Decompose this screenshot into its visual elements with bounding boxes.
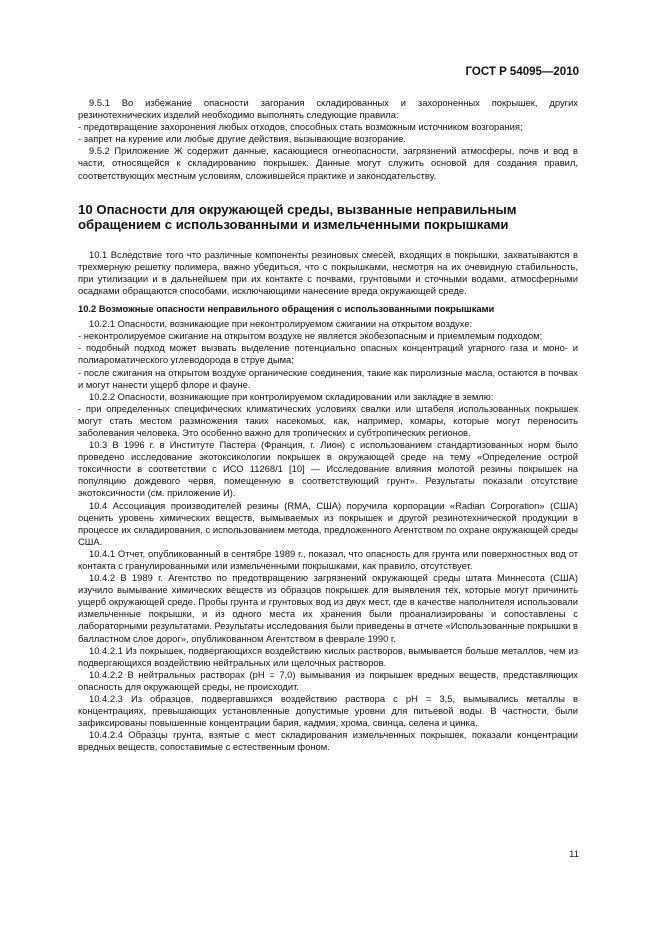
- document-code: ГОСТ Р 54095—2010: [465, 66, 579, 78]
- section-10-2-heading: 10.2 Возможные опасности неправильного обращения с использованными покрышками: [78, 303, 495, 315]
- clause-10-1: 10.1 Вследствие того что различные компоненты резиновых смесей, входящих в покрышки, захватываются в трехмерную решетку полимера, важно убедиться, что с покрышками, несмотря на их очевидную стабильность, при утилизации и в дальнейшем при их контакте с почвами, грунтовыми и сточными водами, атмосферными осадками обращаются способами, исключающими нанесение вреда окружающей среде.: [78, 248, 578, 296]
- bullet-item: - при определенных специфических климатических условиях свалки или штабеля использованных покрышек могут стать местом размножения таких насекомых, как, например, комары, которые могут переносить заболевания человека. Это особенно важно для тропических и субтропических регионов.: [78, 402, 578, 438]
- bullet-item: - неконтролируемое сжигание на открытом воздухе не является экобезопасным и приемлемым подходом;: [78, 330, 543, 342]
- bullet-item: - подобный подход может вызвать выделение потенциально опасных концентраций угарного газа и моно- и полиароматического углеводорода в струе дыма;: [78, 342, 578, 366]
- section-10-heading: 10 Опасности для окружающей среды, вызванные неправильным обращением с использованными и измельченными покрышками: [78, 201, 517, 233]
- bullet-item: - предотвращение захоронения любых отходов, способных стать возможным источником возгорания;: [78, 121, 523, 133]
- clause-9-5-1: 9.5.1 Во избежание опасности загорания складированных и захороненных покрышек, других резинотехнических изделий необходимо выполнять следующие правила:: [78, 97, 578, 121]
- bullet-item: - запрет на курение или любые другие действия, вызывающие возгорание.: [78, 133, 406, 145]
- clause-10-4-2: 10.4.2 В 1989 г. Агентство по предотвращению загрязнений окружающей среды штата Миннесота (США) изучило вымывание химических веществ из образцов покрышек для выявления тех, которые могут причинить ущерб окружающей среде. Пробы грунта и грунтовых вод из двух мест, где в качестве наполнителя использовали измельченные покрышки, и из одного места их хранения были проанализированы и сопоставлены с лабораторными результатами. Результаты исследования были приведены в отчете «Использованные покрышки в балластном слое дорог», опубликованном Агентством в феврале 1990 г.: [78, 572, 578, 644]
- clause-10-2-1: 10.2.1 Опасности, возникающие при неконтролируемом сжигании на открытом воздухе:: [89, 318, 473, 330]
- clause-10-4-2-1: 10.4.2.1 Из покрышек, подвергающихся воздействию кислых растворов, вымывается больше металлов, чем из подвергающихся воздействию нейтральных или щелочных растворов.: [78, 644, 578, 668]
- page-body: [78, 97, 578, 754]
- clause-10-4: 10.4 Ассоциация производителей резины (RMA, США) поручила корпорации «Radian Corporation» (США) оценить уровень химических веществ, вымываемых из покрышек и другой резинотехнической продукции в процессе их складирования, с использованием метода, предложенного Агентством по охране окружающей среды США.: [78, 499, 578, 547]
- clause-10-2-2: 10.2.2 Опасности, возникающие при контролируемом складировании или закладке в землю:: [89, 390, 494, 402]
- clause-9-5-2: 9.5.2 Приложение Ж содержит данные, касающиеся огнеопасности, загрязнений атмосферы, почв и вод в части, относящейся к складированию покрышек. Данные могут служить основой для создания правил, соответствующих местным условиям, сложившейся практике и законодательству.: [78, 145, 578, 181]
- clause-10-4-2-3: 10.4.2.3 Из образцов, подвергавшихся воздействию раствора с pH = 3,5, вымывались металлы в концентрациях, превышающих установленные допустимые уровни для питьевой воды. В частности, были зафиксированы повышенные концентрации бария, кадмия, хрома, свинца, селена и цинка.: [78, 693, 578, 729]
- clause-10-4-2-4: 10.4.2.4 Образцы грунта, взятые с мест складирования измельченных покрышек, показали концентрации вредных веществ, сопоставимые с естественным фоном.: [78, 729, 578, 753]
- clause-10-4-2-2: 10.4.2.2 В нейтральных растворах (pH = 7,0) вымывания из покрышек вредных веществ, представляющих опасность для окружающей среды, не происходит.: [78, 668, 578, 692]
- clause-10-4-1: 10.4.1 Отчет, опубликованный в сентябре 1989 г., показал, что опасность для грунта или поверхностных вод от контакта с гранулированными или измельченными покрышками, как правило, отсутствует.: [78, 547, 578, 571]
- clause-10-3: 10.3 В 1996 г. в Институте Пастера (Франция, г. Лион) с использованием стандартизованных норм было проведено исследование экотоксикологии покрышек в окружающей среде на тему «Определение острой токсичности в соответствии с ИСО 11268/1 [10] — Исследование влияния молотой резины покрышек на популяцию дождевого червя, помещенную в соответствующий грунт». Результаты показали отсутствие экотоксичности (см. приложение И).: [78, 439, 578, 499]
- page-number: 11: [569, 849, 579, 860]
- bullet-item: - после сжигания на открытом воздухе органические соединения, такие как пиролизные масла, остаются в почвах и могут нанести ущерб флоре и фауне.: [78, 366, 578, 390]
